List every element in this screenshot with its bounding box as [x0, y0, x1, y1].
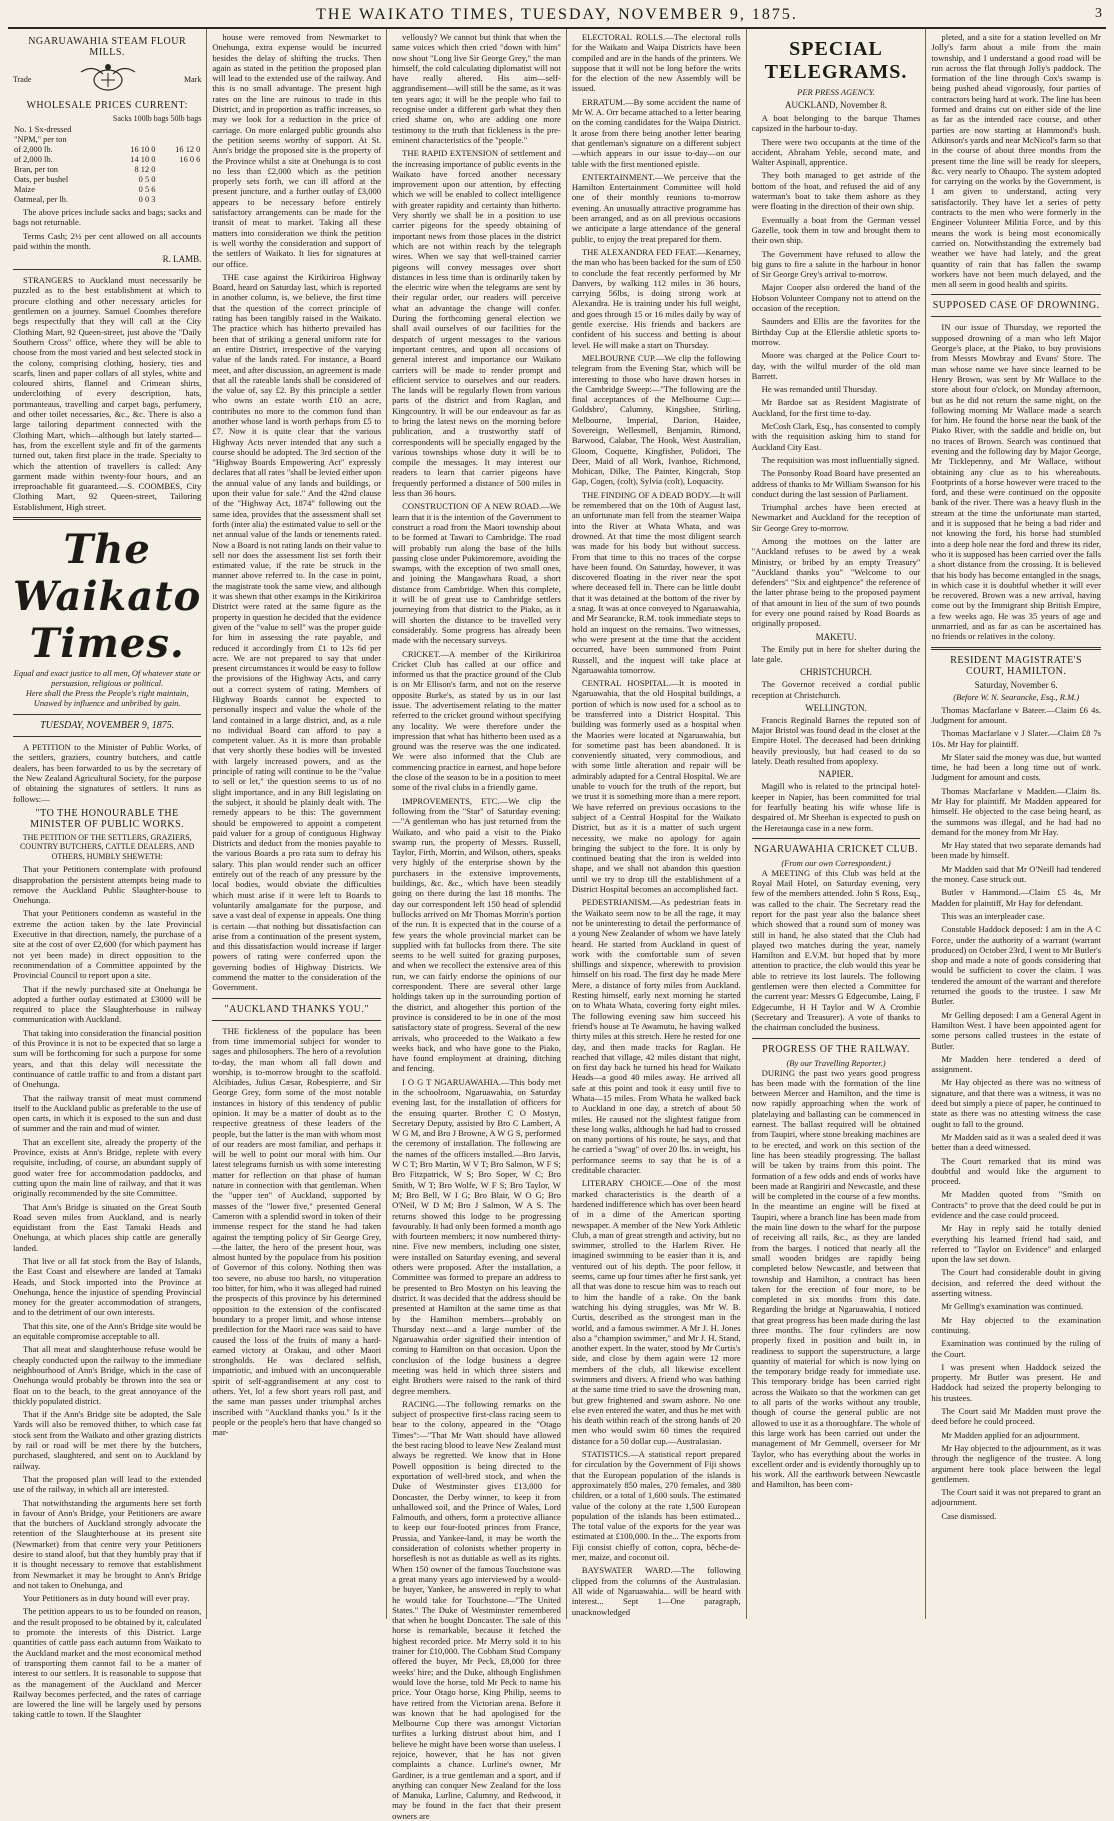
price-value: [156, 135, 201, 145]
auckland-telegrams: [752, 113, 921, 629]
court-paragraph: Mr Madden said that Mr O'Neill had tendered the money. Case struck out.: [931, 863, 1101, 885]
mark-label: Mark: [184, 74, 202, 84]
divider: [931, 294, 1101, 295]
court-paragraph: Butler v Hammond.—Claim £5 4s, Mr Madden for plaintiff, Mr Hay for defendant.: [931, 887, 1101, 908]
price-row: [13, 185, 201, 195]
petition-paragraph: That an excellent site, already the property of the Province, exists at Ann's Bridge, replete with every requisite, including, of course, an abundant supply of good water free for accommodation paddocks, and cutting upon the main line of railway, and that it was originally recommended by the site Committee.: [13, 1136, 202, 1199]
price-item: of 2,000 lb.: [14, 155, 53, 164]
news-paragraph: I O G T NGARUAWAHIA.—This body met in the schoolroom, Ngaruawahia, on Saturday evening last, for the installation of officers for the ensuing quarter. Brother C O Mostyn, Secretary Deputy, assisted by Bro C Lambert, A W G M, and Bro J Browne, A W G S, performed the ceremony of installation. The following are the names of the officers installed.—Bro Jarvis, W C T; Bro Martin, W V T; Bro Salmon, W F S; Bro Fitzpatrick, W S; Bro Soper, W C; Bro Smith, W T; Bro Wolfe, W F S; Bro Taylor, W M; Bro Bell, W I G; Bro Blair, W O G; Bro O'Neil, W D M; Bro J Salmon, W A S. The returns showed this lodge to be progressing favourably. It had only been formed a month ago with fourteen members; it now numbered thirty-nine. Five new members, including one sister, were installed on Saturday evening, and several others were proposed. After the installation, a Committee was formed to prepare an address to be presented to Bro Mostyn on his leaving the district. It was decided that the address should be presented at Hamilton at the same time as that by the Hamilton members—probably on Thursday next—and a large number of the Ngaruawahia order signified their intention of coming to Hamilton on that occasion. Upon the conclusion of the lodge business a degree meeting was held in which three sisters and eight Brothers were raised to the rank of third degree members.: [392, 1076, 561, 1396]
telegram-paragraph: Major Cooper also ordered the band of the Hobson Volunteer Company not to attend on the occasion of the reception.: [751, 282, 921, 314]
court-paragraph: Thomas Macfarlane v Bateer.—Claim £6 4s. Judgment for amount.: [931, 704, 1101, 725]
news-paragraph: CONSTRUCTION OF A NEW ROAD.—We learn that it is the intention of the Government to construct a road from the Maori township about to be formed at Tawari to Cambridge. The road will probably run along the base of the hills passing close under Pukimoremore, avoiding the swamps, with the exception of two small ones, and joining the Mangawhara Road, a short distance from Cambridge. When this complete, it will be of great use to Cambridge settlers journeying from that district to the Piako, as it will shorten the distance to be travelled very considerably. Some progress has already been made with the necessary surveys.: [392, 501, 561, 646]
press-agency: PER PRESS AGENCY.: [797, 87, 875, 97]
court-title: RESIDENT MAGISTRATE'S COURT, HAMILTON.: [950, 654, 1083, 677]
court-paragraph: Mr Madden applied for an adjournment.: [941, 1429, 1080, 1440]
divider: [212, 998, 381, 999]
railway-title: PROGRESS OF THE RAILWAY.: [762, 1043, 910, 1055]
price-item: of 2,000 lb.: [14, 145, 53, 154]
price-value: [111, 125, 156, 135]
price-row: [13, 175, 201, 185]
price-value: 16 10 0: [130, 145, 156, 154]
court-paragraph: Mr Hay objected to the examination continuing.: [931, 1314, 1101, 1335]
petition-paragraph: That if the Ann's Bridge site be adopted, the Sale Yards will also be removed thither, to which case fat stock sent from the Waikato and other grazing districts by rail or road will be met there by the butchers, purchased, slaughtered, and sent on to Auckland by railway.: [13, 1409, 202, 1471]
price-item: Bran, per ton: [14, 165, 58, 174]
price-value: 16 12 0: [175, 145, 201, 154]
railway-text: DURING the past two years good progress has been made with the formation of the line between Mercer and Hamilton, and the time is now rapidly approaching when the work of platelaying and ballasting can be commenced in earnest. The ballast required will be obtained from Taupiri, where stone breaking machines are to be erected, and work on this section of the line has been steadily progressing. The ballast will be taken by trains from this point. The formation of a few odds and ends of works have been made at Rangiriri and Newcastle, and these will be completed in the course of a few months. In the meantime an engine will be fixed at Taupiri, where a branch line has been made from the main line down to the wharf for the purpose of receiving all rails, &c., as they are landed from the barges. I noticed that nearly all the small wooden bridges are rapidly being completed below Newcastle, and between that township and Hamilton, a contract has been taken for the erection of four more, to be completed in six months from this date. Regarding the bridge at Ngaruawahia, I noticed that great progress has been made during the last three months. The four cylinders are now properly fixed in position and built in, in readiness to support the superstructure, a large quantity of material for which is now lying on the temporary bridge ready for immediate use. This temporary bridge has been carried right across the Waikato so that the workmen can get to all parts of the works without any trouble, though of course the general public are not allowed to use it as a thoroughfare. The whole of this large work has been carried out under the management of Mr Gemmell, overseer for Mr Taylor, who has everything about the works in excellent order and is evidently thoroughly up to his work. All the earthwork between Newcastle and Hamilton, has been com-: [751, 1067, 921, 1490]
court-paragraph: Mr Madden quoted from "Smith on Contracts" to prove that the deed could be put in evidence and the case could proceed.: [931, 1189, 1101, 1220]
court-paragraph: This was an interpleader case.: [941, 910, 1045, 921]
telegram-paragraph: Eventually a boat from the German vessel Gazelle, took them in tow and brought them to their own ship.: [751, 214, 921, 246]
local-news: [572, 32, 741, 1617]
court-paragraph: Case dismissed.: [941, 1510, 997, 1521]
court-paragraph: Mr Gelling deposed: I am a General Agent in Hamilton West. I have been appointed agent for some persons called trustees in the estate of Butler.: [931, 1009, 1101, 1051]
column-1: [8, 29, 207, 1720]
price-item: Oats, per bushel: [14, 175, 69, 184]
news-paragraph: RACING.—The following remarks on the subject of prospective first-class racing seem to bear to the colony, appeared in the "Otago Times":—"That Mr Watt should have allowed the best racing blood to leave New Zealand must always be regretted. We know that in Hone Powell opposition is being directed to the exportation of well-bred stock, and when the Duke of Westminster gives £13,000 for Doncaster, the Derby winner, to keep it from unhallowed soil, and the Prince of Wales, Lord Falmouth, and others, form a protective alliance to keep our four-footed princes from France, Prussia, and Yankee-land, it may be worth the consideration of colonists whether property in horseflesh is not as dutiable as well as its rights. When 150 owner of the famous Touchstone was a great many years ago interviewed by a would-be buyer, Yankee, he answered in reply to what he would take for Touchstone—"The United States." The Duke of Westminster remembered that when he bought Doncaster. The sale of this horse is remarkable, because it fetched the highest recorded price. Mr Merry sold it to his trainer for £10,000. The Cobham Stud Company offered the buyer, Mr Peck, £8,000 for three weeks' hire; and the Duke, although Englishmen would love the horse, told Mr Peck to name his price. Your Otago horse, King Philip, seems to have retired from the Victorian arena. Before it was known that he had apologised for the Melbourne Cup there was amongst Victorian turfites a lurking distrust about him, and I believe he might have been worse than useless. I rejoice, however, that he has not given complaints a chance. Lurline's owner, Mr Gardiner, is a true gentleman and a sport, and if anything can conquer New Zealand for the loss of Manuka, Lurline, Calumny, and Redwood, it may be found in the fact that their present owners are: [392, 1398, 561, 1821]
column-5: [747, 29, 927, 1619]
cricket-text: A MEETING of this Club was held at the Royal Mail Hotel, on Saturday evening, very few of the members attended. John S Ross, Esq., was called to the chair. The Secretary read the report for the past year also the balance sheet which showed that a round sum of money was still in hand, he also stated that the Club had played two matches during the year, namely Hamilton and E.V.M. but hoped that by more attention to practice, the club would this year be able to retrieve its lost laurels. The following gentlemen were then elected a Committee for the current year: Messrs G Edgecumbe, Laing, F Edgecumbe, H H Taylor and W A Crombie (Secretary and Treasurer). A vote of thanks to the chairman concluded the business.: [751, 867, 921, 1033]
trade-label: Trade: [13, 74, 32, 84]
price-row: [13, 195, 201, 205]
petition-paragraph: That notwithstanding the arguments here set forth in favour of Ann's Bridge, your Petitioners are aware that the butchers of Auckland strongly advocate the retention of the Slaughterhouse at its present site (Newmarket) from that centre very your Petitioners desire to stand aloof, but that they humbly pray that if it is thought necessary to remove that establishment from Newmarket it may be brought to Ann's Bridge and not taken to Onehunga, and: [13, 1497, 202, 1590]
petition-paragraph: The petition appears to us to be founded on reason, and the result proposed to be obtained by it, calculated to promote the interests of this District. Large quantities of cattle pass each autumn from Waikato to the Auckland market and the most economical method of transporting them cannot fail to be a matter of interest to our settlers. It is reasonable to suppose that as the management of the Auckland and Mercer Railway becomes perfected, and the rates of carriage are lowered the line will be largely used by persons taking cattle to town. If the Slaughter: [13, 1606, 202, 1720]
court-paragraph: Mr Hay objected as there was no witness of signature, and that there was a witness, it was no deed but simply a piece of paper, he continued to state as there was no attesting witness the case ought to fall to the ground.: [931, 1077, 1101, 1129]
telegram-paragraph: Triumphal arches have been erected at Newmarket and Auckland for the reception of Sir George Grey to-morrow.: [751, 502, 921, 533]
wellington-text: Francis Reginald Barnes the reputed son of Major Bristol was found dead in the closet at the Empire Hotel. The deceased had been drinking heavily previously, but had ceased to do so lately. Death resulted from apoplexy.: [751, 714, 921, 767]
divider: [13, 269, 201, 270]
petition-paragraph: That taking into consideration the financial position of this Province it is not to be expected that so large a sum will be forthcoming for such a purpose for some years, and that this delay will necessitate the continuance of cattle traffic to and from a distant part of Onehunga.: [13, 1027, 202, 1090]
divider: [752, 1038, 921, 1039]
divider: [931, 316, 1101, 317]
price-row: [13, 155, 201, 165]
news-paragraph: THE RAPID EXTENSION of settlement and the increasing importance of public events in the Waikato have forced another necessary improvement upon our attention, by effecting which we will be enabled to collect intelligence with greater rapidity and certainty than hitherto. Very shortly we shall be in a position to use carrier pigeons for the speedy obtaining of important news from those places in the district which are not within reach by the telegraph wires. When we say that well-trained carrier pigeons will convey messages over short distances in less time than is ordinarily taken by the electric wire when the telegrams are sent by their regular order, our readers will perceive what an advantage the change will confer. During the forthcoming general election we shall avail ourselves of our facilities for the despatch of urgent messages to the various important centres, and upon all occasions of general interest and importance our Waikato carriers will be made to render prompt and efficient service to ourselves and our readers. The lands will be regularly flown from various parts of the district and from Raglan, and Kingcountry. It will be our endeavour as far as to bring the latest news on the morning before publication, and a trustworthy staff of correspondents will be specially engaged by the various townships whose duty it will be to compile the messages. It may interest our readers to learn that carrier pigeons have frequently performed a distance of 500 miles in less than 36 hours.: [392, 148, 561, 499]
column-4: [567, 29, 747, 1619]
telegram-paragraph: Moore was charged at the Police Court to-day, with the wilful murder of the old man Barrett.: [751, 350, 921, 381]
news-paragraph: vellously? We cannot but think that when the same voices which then cried "down with him" now shout "Long live Sir George Grey," the man himself, the cold calculating diplomatist will not have really altered. His aim—self-aggrandisement—will still be the same, as it was ten years ago; it will be the people who fail to recognise under a different garb what they then cried shame on, who are adding one more testimony to the truth that fickleness is the pre-eminent characteristics of the "people.": [392, 32, 561, 145]
column-6: [926, 29, 1106, 1619]
wellington-dateline: WELLINGTON.: [805, 702, 867, 713]
terms: Terms Cash; 2½ per cent allowed on all accounts paid within the month.: [13, 230, 202, 251]
news-paragraph: PEDESTRIANISM.—As pedestrian feats in the Waikato seem now to be all the rage, it may not be uninteresting to detail the performance of a young New Zealander of whom we have lately heard. He started from Auckland in quest of work with the comfortable sum of seven shillings and sixpence, wherewith to provision himself on his road. The first day he made Mere Mere, a distance of forty miles from Auckland. Resting himself, early next morning he started on to Whata Whata, covering forty eight miles. The following evening saw him succeed his friend's house at Te Awamutu, he having walked thirty miles at this stretch. Here he rested for one day, and then made tracks for Raglan. He reached that village, 42 miles distant that night, on first day back he turned his head for Waikato Heads—a good 40 miles away. He arrived all safe at this point and took it easy until five to Whata—15 miles. From Whata he walked back to Auckland in one day, a stretch of about 50 miles. He caused not the slightest fatigue from these long walks, although he had had to crossed on many portions of his route, he says, and that he carried a "swag" of over 20 lbs. in weight, his performance seems to say that he is of a creditable character.: [571, 897, 741, 1176]
price-item: Maize: [14, 185, 35, 194]
court-paragraph: Mr Gelling's examination was continued.: [941, 1301, 1084, 1312]
auckland-dateline: AUCKLAND, November 8.: [785, 100, 888, 110]
court-paragraph: Thomas Macfarlane v Madden.—Claim 8s. Mr Hay for plaintiff. Mr Madden appeared for himself. He objected to the case being heard, as the summons was illegal, and he had had no demand for the money from Mr Hay.: [931, 785, 1101, 837]
petition-paragraph: That if the newly purchased site at Onehunga be adopted a further outlay estimated at £3000 will be required to place the Slaughterhouse in railway communication with Auckland.: [13, 983, 202, 1025]
court-paragraph: Mr Hay objected to the adjournment, as it was through the negligence of the trustee. A long argument here took place between the legal gentlemen.: [931, 1442, 1101, 1484]
price-item: Oatmeal, per lb.: [14, 195, 68, 204]
prices-title: WHOLESALE PRICES CURRENT:: [26, 100, 188, 111]
news-paragraph: ENTERTAINMENT.—We perceive that the Hamilton Entertainment Committee will hold one of their monthly reunions to-morrow evening. An unusually attractive programme has been arranged, and as on all previous occasions we anticipate a large attendance of the general public, to enjoy the treat prepared for them.: [571, 171, 741, 244]
price-row: [13, 145, 201, 155]
court-date: Saturday, November 6.: [974, 679, 1058, 690]
mill-header: NGARUAWAHIA STEAM FLOUR MILLS.: [28, 36, 187, 58]
price-value: [156, 195, 201, 205]
petition-paragraph: That live or all fat stock from the Bay of Islands, the East Coast and elsewhere are landed at Tamaki Heads, and Stock imported into the Province at Onehunga, hence the injustice of spending Provincial money for the greater accommodation of strangers, and to the detriment of our own interests.: [13, 1255, 202, 1318]
petition-paragraph: That the railway transit of meat must commend itself to the Auckland public as preferable to the use of open carts, in which it is exposed to the sun and dust of summer and the rain and mud of winter.: [13, 1092, 202, 1134]
maketu-dateline: MAKETU.: [815, 631, 857, 642]
price-value: 0 5 0: [138, 175, 156, 184]
price-item: No. 1 Sx-dressed: [14, 125, 72, 134]
telegram-paragraph: They both managed to get astride of the bottom of the boat, and refused the aid of any waterman's boat to take them ashore as they were floating in the direction of their own ship.: [751, 170, 921, 212]
news-paragraph: ELECTORAL ROLLS.—The electoral rolls for the Waikato and Waipa Districts have been compiled and are in the hands of the printers. We suppose that it will not be long before the writs for the election of the new Assembly will be issued.: [571, 32, 741, 94]
maketu-text: The Emily put in here for shelter during the late gale.: [751, 643, 921, 664]
divider: [13, 736, 201, 737]
court-paragraph: Mr Hay in reply said he totally denied everything his learned friend had said, and referred to "Taylor on Evidence" and enlarged upon the law set down.: [931, 1223, 1101, 1265]
price-value: 14 10 0: [130, 155, 156, 164]
news-paragraph: STATISTICS.—A statistical report prepared for circulation by the Government of Fiji shows that the European population of the islands is approximately 850 males, 270 females, and 380 children, or a total of 1,600 souls. The estimated value of the colony at the rate 1,500 European population of the islands has been estimated... The total value of the exports for the year was estimated at £100,000. In the... The exports from Fiji consist chiefly of cotton, copra, bêche-de-mer, maize, and coconut oil.: [571, 1449, 741, 1563]
price-item: "NPM," per ton: [14, 135, 67, 144]
telegram-paragraph: McCosh Clark, Esq., has consented to comply with the requisition asking him to stand for Auckland City East.: [751, 421, 921, 452]
news-paragraph: BAYSWATER WARD.—The following clipped from the columns of the Australasian. All wide of Ngaruawahia... will be heard with interest... Sept 1—One paragraph, unacknowledged: [571, 1565, 741, 1617]
telegram-paragraph: Mr Bardoe sat as Resident Magistrate of Auckland, for the first time to-day.: [751, 397, 921, 418]
petition-paragraph: Your Petitioners as in duty bound will ever pray.: [23, 1593, 190, 1604]
telegram-paragraph: The requisition was most influentially signed.: [761, 454, 920, 465]
price-row: [13, 165, 201, 175]
telegram-paragraph: A boat belonging to the barque Thames capsized in the harbour to-day.: [751, 113, 921, 134]
petition-paragraph: That all meat and slaughterhouse refuse would be cheaply conducted upon the railway to the immediate neighbourhood of Ann's Bridge, which in the case of Onehunga would probably be thrown into the sea or float on to the beach, to the great annoyance of the thickly populated district.: [13, 1344, 202, 1406]
special-telegrams-title: SPECIAL TELEGRAMS.: [764, 38, 908, 83]
strangers-ad: STRANGERS to Auckland must necessarily be puzzled as to the best establishment at which to procure clothing and other necessary articles for gentlemen on a journey. Samuel Coombes therefore begs respectfully that they will call at the City Clothing Mart, 92 Queen-street, just above the "Daily Southern Cross" office, where they will be able to choose from the most varied and best selected stock in the colony, comprising clothing, hosiery, ties and scarfs, linen and paper collars of all styles, white and coloured shirts, flannel and Crimean shirts, underclothing of every description, hats, portmanteaus, travelling and carpet bags, perfumery, and other toilet necessaries, &c., &c. There is also a large tailoring department connected with the Clothing Mart, which—although but lately started—has, from the excellent style and fit of the garments turned out, taken first place in the trade. Specialty to which the attention of travellers is called: Any garment made within twenty-four hours, and an irreproachable fit guaranteed.—S. COOMBES, City Clothing Mart, 92 Queen-street, Tailoring Establishment, High street.: [13, 275, 202, 512]
thanks-body: [212, 1026, 381, 1438]
napier-text: Magill who is related to the principal hotel-keeper in Napier, has been committed for trial for fearfully beating his wife whose life is despaired of. Mr Sheehan is expected to push on the Heretaunga case in a new form.: [751, 781, 921, 833]
nameplate: The Waikato Times.: [13, 526, 202, 668]
telegram-paragraph: Saunders and Ellis are the favorites for the Birthday Cup at the Ellerslie athletic sports to-morrow.: [751, 316, 921, 347]
court-paragraph: Constable Haddock deposed: I am in the A C Force, under the authority of a warrant (warrant produced) on October 23rd, I went to Mr Butler's shop and made a note of goods considering that would be sufficient to cover the claim. I was tendered the amount of the warrant and therefore returned the goods to the trustee. I saw Mr Butler.: [931, 924, 1101, 1007]
prices-colhead: Sacks 100lb bags 50lb bags: [112, 114, 202, 123]
court-before: (Before W. N. Searancke, Esq., R.M.): [953, 691, 1080, 702]
divider: [212, 1020, 381, 1021]
petition-paragraph: That the proposed plan will lead to the extended use of the railway, in which all are interested.: [13, 1473, 202, 1495]
price-value: 16 0 6: [179, 155, 201, 164]
railway-continued: pleted, and a site for a station levelled on Mr Jolly's farm about a mile from the main township, and I understand a good road will be run across the flat through Jolly's paddock. The formation of the line through Cox's swamp is being pushed ahead vigorously, four parties of contractors being hard at work. The line has been formed and drains cut on either side of the line as far as the intended race course, and other parties are now starting at Hammond's bush. Atkinson's yards and near McNicol's farm so that in the course of about three months from the present time the line will be ready for sleepers, &c. very nearly to Ohaupo. The system adopted for carrying on the works by the Government, is I am given to understand, acting very satisfactorily. They have let a series of petty contracts to the men who were formerly in the Engineer Volunteer Militia Force, and by this means the work is being most economically carried on. Notwithstanding the extremely bad weather we have had lately, and the great quantity of rain that has fallen the swamp workers have not been much delayed, and the men all seem in good health and spirits.: [931, 32, 1101, 290]
divider: [931, 647, 1101, 650]
price-value: [111, 135, 156, 145]
price-value: 0 0 3: [138, 195, 156, 204]
news-paragraph: ERRATUM.—By some accident the name of Mr W. A. Orr became attached to a letter bearing on the coming candidates for the Waipa District. It arose from there being another letter bearing that gentleman's signature on a different subject—which appears in our issue to-day—on our table with the first mentioned epistle.: [571, 96, 741, 169]
prices-note: The above prices include sacks and bags; sacks and bags not returnable.: [13, 207, 202, 228]
thanks-title: "AUCKLAND THANKS YOU.": [224, 1003, 369, 1015]
columns: [8, 29, 1106, 1821]
telegram-paragraph: There were two occupants at the time of the accident, Abraham Yeble, second mate, and Walter Aspinall, apprentice.: [751, 136, 921, 168]
page-number: 3: [1095, 6, 1104, 21]
drowning-text: IN our issue of Thursday, we reported the supposed drowning of a man who left Major George's place, at the Piako, to buy provisions from Messrs Mowbray and Evans' Store. The man whose name we have since learned to be Henry Brown, was sent by Mr Wallace to the store about four o'clock, on Monday afternoon, but as he did not return the same night, on the following morning Mr Wallace made a search for him. He found the horse near the bank of the Piako River, with the saddle and bridle on, but no traces of Brown. Search was continued that evening and the following day by Major George, Mr Ticklepenny, and Mr Wallace, without obtaining any clue as to his whereabouts. Footprints of a horse however were traced to the ford, and these were continued on the opposite bank of the river. There was a heavy flush in the stream at the time the unfortunate man started, and it is supposed that he being a bad rider and not knowing the ford, his horse had stumbled into a deep hole near the ford and threw its rider, who it is supposed has been carried over the falls a short distance from the crossing. It is believed that his body has become entangled in the snags, in which case it is doubtful whether it will ever be recovered. Brown was a new arrival, having come out by the Immigrant ship British Empire, a few weeks ago. He was 35 years of age and unmarried, and as far as can be ascertained has no friends or relatives in the colony.: [931, 322, 1101, 642]
petition-intro: A PETITION to the Minister of Public Works, of the settlers, graziers, country butchers, and cattle dealers, has been forwarded to us by the secretary of the New Zealand Agricultural Society, for the purpose of obtaining the signatures of settlers. It runs as follows:—: [13, 742, 202, 804]
court-paragraph: I was present when Haddock seized the property. Mr Butler was present. He and Haddock had seized the property belonging to his trustees.: [931, 1361, 1101, 1403]
court-paragraph: The Court remarked that its mind was doubtful and would like the argument to proceed.: [931, 1155, 1101, 1187]
telegram-paragraph: He was remanded until Thursday.: [761, 384, 878, 395]
column-3: [387, 29, 567, 1821]
price-value: [156, 175, 201, 185]
news-items: [392, 32, 561, 1821]
masthead: [8, 4, 1106, 29]
editorial-body: [212, 32, 381, 993]
news-paragraph: LITERARY CHOICE.—One of the most marked characteristics is the dearth of a hardened indifference which has over been heard of in a dime of the American sporting newspaper. A member of the New York Athletic Club, a man of great strength and activity, but no swimmer, strolled to the Harlem River. He imagined swimming to be easier than it is, and ventured out of his depth. The poor fellow, it seems, came up four times after he first sank, yet all that was done to rescue him was to reach out to him the handle of a rake. On the bank watching his dying struggles, was Mr W. B. Curtis, described as the strongest man in the world, and a famous swimmer. A Mr J. H. Jones also a "champion swimmer," and Mr J. H. Stand, another expert. In the water, stood by Mr Curtis's side, and close by them again were 12 more members of the club, all likewise excellent swimmers and divers. A friend who was bathing at the same time tried to save the drowning man, but grew frightened and swam ashore. No one else even entered the water, and thus he met with his death within reach of the strong hands of 20 men who would swim 60 times the required distance for a 50 dollar cup.—Australasian.: [571, 1178, 741, 1446]
railway-sub: (By our Travelling Reporter.): [786, 1057, 886, 1068]
petition-paragraph: That Ann's Bridge is situated on the Great South Road seven miles from Auckland, and is nearly equidistant from the East Tamaki Heads and Onehunga, at which places ship cattle are generally landed.: [13, 1201, 202, 1253]
price-value: 0 5 6: [138, 185, 156, 194]
petition-paragraph: That your Petitioners condemn as wasteful in the extreme the action taken by the late Provincial Executive in that direction, namely, the purchase of a site at the cost of over £2,600 (for which payment has not yet been made) in direct opposition to the recommendation of a Committee appointed by the Provincial Council to report upon a site.: [13, 908, 202, 981]
editorial-paragraph: THE case against the Kirikiriroa Highway Board, heard on Saturday last, which is reported in another column, is, we believe, the first time that the question of the correct principle of rating has been tangibly raised in the Waikato. The practice which has hitherto prevailed has been that of striking a general uniform rate for an entire District, irrespective of the varying value of the lands rated. For instance, a Board meet, and after discussion, an agreement is made that all the rateable lands shall be considered of the value of, say £2. By this principle a settler who owns an estate worth £10 an acre, contributes no more to the common fund than another whose land is worth perhaps from £5 to £7. Now it is quite clear that the various Highway Acts never intended that any such a course should be adopted. The 3rd section of the "Highway Boards Empowering Act" expressly declares that all rates "shall be levied either upon the annual value of any lands and buildings, or upon their value for sale." And the 42nd clause of the "Highway Act, 1874" following out the same idea, provides that the assessment shall set forth (inter alia) the estimated value to sell or the net annual value of the lands or tenements rated. Now a Board is not rating lands on their value to sell nor does the assessment list set forth their estimated value, if the rate be struck in the manner above referred to. In the case in point, the magistrate took the same view, and although it was shewn that other examps in the Kirikiriroa District were rated at the same figure as the property in question he decided that the evidence given of the "value to sell" was the proper guide for him in assessing the rate payable, and reduced it accordingly from £1 to 12s 6d per acre. We are not prepared to say that under present circumstances it would be easy to follow the provisions of the Highway Acts, and carry out a correct system of rating. Members of Highway Boards cannot be expected to personally inspect and value the whole of the land contained in a large district, and, as a rule no individual Board can afford to pay a competent valuer. As it is more than probable that very shortly these bodies will be invested with largely increased powers, and as the principle of rating will continue to be the "value to sell or let," the question seems to us of no slight importance, and in any Bill legislating on the subject, it should be plainly dealt with. The remedy appears to be this: The government should be empowered to appoint a competent paid valuer for a group of contiguous Highway Districts and deduct from the monies payable to the various Boards a pro rata sum to defray his salary. This plan would render such an officer entirely out of the reach of any pressure by the local bodies, would obviate the difficulties which must arise if it were left to Boards to voluntarily amalgamate for the purpose, and save a vast deal of expense in appeals. One thing is certain —that nothing but dissatisfaction can arise from a continuation of the present system, and this dissatisfaction would increase if larger powers of rating were conferred upon the governing bodies of Highway Districts. We commend the matter to the consideration of the Government.: [212, 271, 382, 993]
trade-mark: [13, 62, 201, 96]
court-paragraph: Mr Madden said as it was a sealed deed it was better than a deed witnessed.: [931, 1131, 1101, 1153]
price-value: [156, 125, 201, 135]
christchurch-dateline: CHRISTCHURCH.: [800, 667, 872, 678]
divider: [13, 714, 201, 715]
napier-dateline: NAPIER.: [818, 769, 854, 780]
petition-body: [13, 864, 201, 1719]
price-value: [156, 185, 201, 195]
editorial-paragraph: house were removed from Newmarket to Onehunga, extra expense would be incurred besides the delay of shifting the trucks. Then again as stated in the petition the proposed plan will lead to the extended use of the railway. And this is no small advantage. The present high rates on the line are ruinous to trade in this District, and in proportion as traffic increases, so may we look for a reduction in the price of carriage. On more enlarged public grounds also the petition seems worthy of support. At St. Ann's bridge the proposed site is the property of the Province whilst a site at Onehunga is to cost no less than £2,000 which as the petition properly sets forth, we can ill afford at the present juncture, and a further outlay of £3,000 appears to be necessary before entirely satisfactory arrangements can be made for the transit of meat to market. Taking all these matters into consideration we think the petition is well worthy the consideration and support of the settlers of Waikato. It lies for signatures at our office.: [212, 32, 382, 269]
news-paragraph: THE ALEXANDRA FED FEAT.—Kenarney, the man who has been backed for the sum of £50 to conclude the feat recently performed by Mr Danvers, by walking 112 miles in 36 hours, carrying 56lbs, is doing strong work at Alexandra. He is training under his full weight, and goes through 15 or 16 miles daily by way of gentle exercise. His friends and backers are confident of his success and betting is about level. He will make a start on Thursday.: [571, 246, 741, 350]
drowning-title: SUPPOSED CASE OF DROWNING.: [932, 300, 1100, 312]
news-paragraph: MELBOURNE CUP.—We clip the following telegram from the Evening Star, which will be interesting to those who have drawn horses in the Cambridge Sweep:—"The following are the final acceptances of the Melbourne Cup:—Goldsbro', Calumny, Kingsbee, Stirling, Melbourne, Imperial, Darion, Haidee, Sovereign, Wellesmell, Benjamin, Rimond, Barwood, Calabar, The Hook, West Australian, Gloom, Coquette, Kingfisher, Polidori, The Deer, Maid of all Work, Ivanhoe, Richmond, Mohican, Dilke, The Painter, Kingcrab, Stop Gap, Cogen, (colt), Sylvia (colt), Loquacity.: [571, 352, 741, 487]
dateline: TUESDAY, NOVEMBER 9, 1875.: [40, 720, 175, 732]
divider: [752, 838, 921, 839]
court-paragraph: The Court had considerable doubt in giving decision, and referred the deed without the asserting witness.: [931, 1267, 1101, 1299]
motto: Equal and exact justice to all men, Of whatever state or persuasion, religious or political.: [13, 669, 201, 689]
price-value: [156, 165, 201, 175]
masthead-title: THE WAIKATO TIMES, TUESDAY, NOVEMBER 9, 1875.: [316, 6, 798, 23]
court-paragraph: The Court said Mr Madden must prove the deed before he could proceed.: [931, 1406, 1101, 1427]
thanks-paragraph: THE fickleness of the populace has been from time immemorial subject for wonder to sages and philosophers. The hero of a revolution to-day, the man whom all fall down and worship, is to-morrow brought to the scaffold. Alcibiades, Julius Cæsar, Robespierre, and Sir George Grey, form some of the most notable instances in history of this tendency of public opinion. It may be a matter of doubt as to the respective greatness of these leaders of the people, but the latter is the man with whom most of our readers are most familiar, and perhaps it will be well to point our moral with him. Our latest telegrams furnish us with some interesting matter for reflection on that phase of human nature in connection with that gentleman. When the "upper ten" of Auckland, supported by masses of the "lower five," presented General Cameron with a splendid sword in token of their immense respect for the stand he had taken against the tempting policy of Sir George Grey,—the latter, the hero of the present hour, was almost hunted by the populace from his position of Governor of this colony. Nothing then was too severe, no abuse too harsh, no vituperation too bitter, for him, who it was alleged had ruined the prospects of this province by his determined opposition to the extension of the confiscated boundary to a proper limit, and whose intense predilection for the Maori race was said to have caused the loss of the fruits of many a hard-earned victory at Orakau, and other Maori strongholds. He was declared selfish, impatriotic, and imbued with an unconquerable spirit of self-aggrandisement at any cost to others. Yet, lo! a few short years roll past, and the same man passes under triumphal arches inscribed with "Auckland thanks you." Is it the people or the people's hero that have changed so mar-: [212, 1025, 382, 1438]
court-paragraph: Mr Hay stated that two separate demands had been made by himself.: [931, 840, 1101, 861]
petition-paragraph: That your Petitioners contemplate with profound disapprobation the persistent attempts being made to remove the Auckland Public Slaughter-house to Onehunga.: [13, 864, 202, 906]
news-paragraph: CENTRAL HOSPITAL.—It is mooted in Ngaruawahia, that the old Hospital buildings, a portion of which is now used for a school as to be transferred into a District Hospital. This building was formerly used as a hospital when the Maories were located at Ngaruawahia, but for sometime past has been abandoned. It is conveniently situated, very commodious, and with some little alteration and repair will be admirably adapted for a Central Hospital. We are unable to vouch for the truth of the report, but we trust it is something more than a mere report. We have referred on previous occasions to the subject of a Central Hospital for the Waikato District, but as it is a matter of such urgent necessity, we make no apology for again bringing the subject to the fore. It is only by continued beating that the iron is welded into shape, and we shall not abandon this question until we try to drop till the establishment of a District Hospital becomes an accomplished fact.: [571, 678, 741, 895]
crest-icon: [73, 62, 143, 96]
court-proceedings: [931, 705, 1101, 1521]
court-paragraph: The Court said it was not prepared to grant an adjournment.: [931, 1487, 1101, 1508]
terms-signature: R. LAMB.: [162, 254, 202, 265]
news-paragraph: THE FINDING OF A DEAD BODY.—It will be remembered that on the 10th of August last, an unfortunate man fell from the steamer Waipa into the River at Whata Whata, and was drowned. At that time the most diligent search was made for his body but without success. From that time to this no traces of the corpse have been found. On Saturday, however, it was discovered floating in the river near the spot where deceased fell in. There can be little doubt that it was detained at the bottom of the river by a snag. It was at once conveyed to Ngaruawahia, and Mr Searancke, R.M. took immediate steps to hold an inquest on the remains. Two witnesses, who were present at the time that the accident occurred, have been summoned from Point Russell, and the inquest will take place at Ngaruawahia tomorrow.: [571, 489, 741, 675]
petition-sub: THE PETITION OF THE SETTLERS, GRAZIERS, COUNTRY BUTCHERS, CATTLE DEALERS, AND OTHERS, HUMBLY SHEWETH:: [19, 832, 195, 861]
motto-2: Here shall the Press the People's right maintain, Unawed by influence and unbribed by gain.: [25, 689, 189, 709]
price-row: [13, 125, 201, 135]
price-table: [13, 125, 201, 205]
petition-paragraph: That this site, one of the Ann's Bridge site would be an equitable compromise acceptable to all.: [13, 1320, 202, 1342]
court-paragraph: Examination was continued by the ruling of the Court.: [931, 1338, 1101, 1359]
price-row: [13, 135, 201, 145]
court-paragraph: Thomas Macfarlane v J Slater.—Claim £8 7s 10s. Mr Hay for plaintiff.: [931, 728, 1101, 749]
price-value: 8 12 0: [134, 165, 156, 174]
news-paragraph: CRICKET.—A member of the Kirikiriroa Cricket Club has called at our office and informed us that the practice ground of the Club is on Mr Ellison's farm, and not on the reserve opposite Burke's, as stated by us in our last issue. The advertisement relating to the matter referred to the cricket ground without specifying any locality. We were therefore under the impression that what has hitherto been used as a ground was the reserve was the one indicated. We were also informed that the Club are commencing practice in earnest, and hope before the close of the season to be in a position to meet some of the rival clubs in a friendly game.: [392, 648, 561, 793]
cricket-title: NGARUAWAHIA CRICKET CLUB.: [754, 843, 919, 855]
news-paragraph: IMPROVEMENTS, ETC.—We clip the following from the "Star" of Saturday evening:—"A gentleman who has just returned from the Waikato, and who paid a visit to the Piako swamp run, the property of Messrs. Russell, Taylor, Firth, Morrin, and Wilson, others, speaks very highly of the enterprise shown by the purchasers in the extensive improvements, buildings, &c. &c., which have been steadily going on there during the last 18 months. The day our correspondent left 150 head of splendid bullocks arrived on Mr Thomas Morrin's portion of the run. It is expected that in the course of a few years the whole provincial market can be supplied with fat bullocks from there. The site seems to be well suited for grazing purposes, and when we recollect the extensive area of this run, we can fairly endorse the opinions of our correspondent. There are several other large holdings taken up in the surrounding portion of the district, and altogether this portion of the province is considered to be in one of the most satisfactory state of progress. Several of the new arrivals, who proceeded to the Waikato a few weeks back, and who have gone to the Piako, have found employment at draining, ditching and fencing.: [392, 795, 561, 1074]
telegram-paragraph: The Ponsonby Road Board have presented an address of thanks to Mr William Swanson for his conduct during the last session of Parliament.: [751, 468, 921, 499]
column-2: [207, 29, 387, 1619]
divider: [13, 517, 201, 520]
telegram-paragraph: The Government have refused to allow the big guns to fire a salute in the harbour in honor of Sir George Grey's arrival to-morrow.: [751, 248, 921, 280]
court-paragraph: Mr Slater said the money was due, but wanted time, he had been a long time out of work. Judgment for amount and costs.: [931, 751, 1101, 783]
christchurch-text: The Governor received a cordial public reception at Christchurch.: [751, 679, 921, 700]
cricket-sub: (From our own Correspondent.): [781, 857, 891, 868]
telegram-paragraph: Among the mottoes on the latter are "Auckland refuses to be awed by a weak Ministry, or bribed by an empty Treasury" "Auckland thanks you" "Welcome to our defenders" "Six and eightpence" the reference of the latter phrase being to the proposed payment of that amount in lieu of the sum of two pounds for every one pound raised by Road Boards as originally proposed.: [751, 535, 921, 629]
court-paragraph: Mr Madden here tendered a deed of assignment.: [931, 1053, 1101, 1075]
petition-title: "TO THE HONOURABLE THE MINISTER OF PUBLIC WORKS.: [30, 807, 185, 830]
